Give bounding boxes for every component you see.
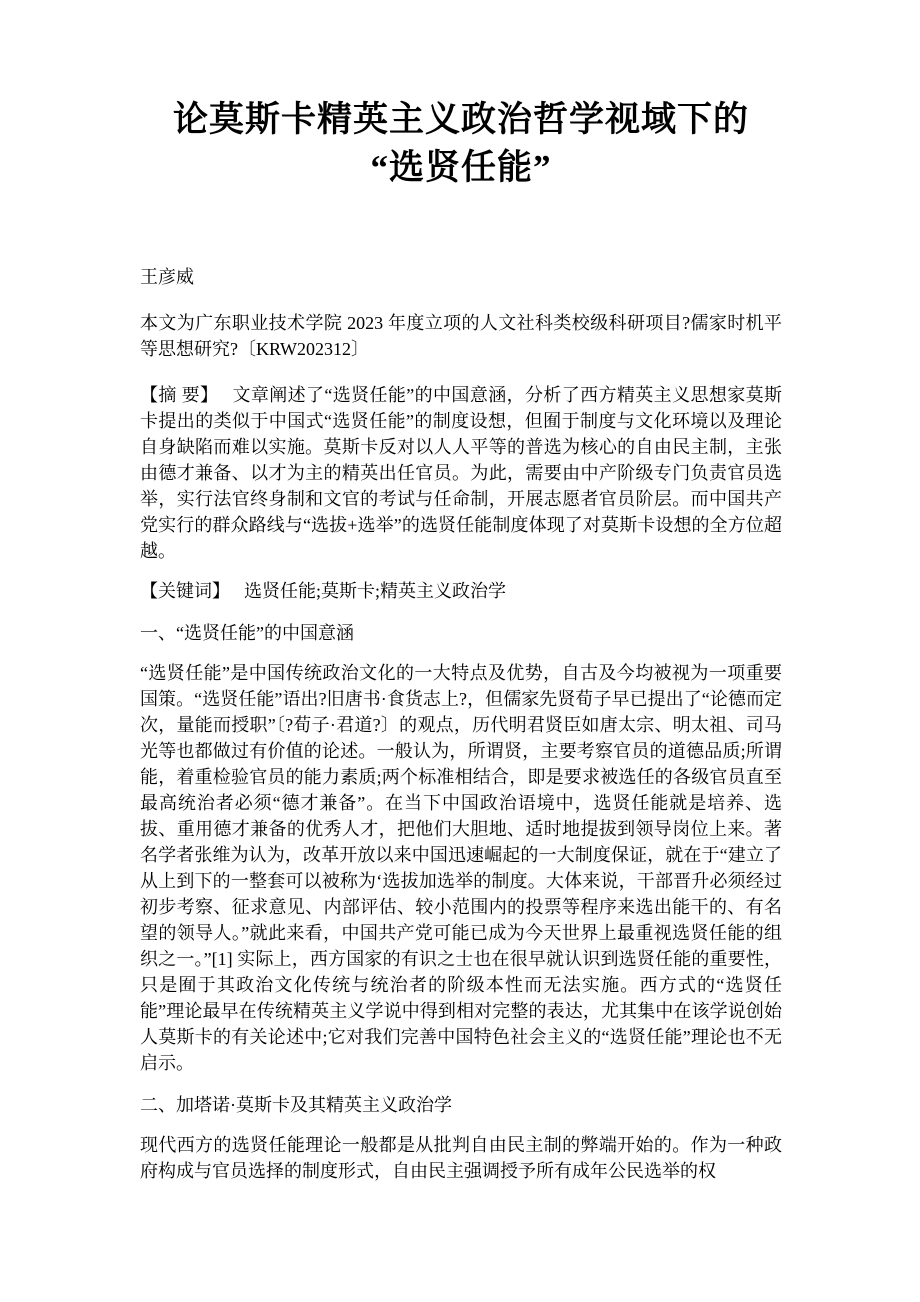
keywords-text: 选贤任能;莫斯卡;精英主义政治学	[244, 581, 507, 601]
keywords-line	[140, 578, 782, 604]
abstract-paragraph	[140, 382, 782, 564]
section-1	[140, 620, 782, 1076]
abstract-text: 文章阐述了“选贤任能”的中国意涵，分析了西方精英主义思想家莫斯卡提出的类似于中国式“选贤任能”的制度设想，但囿于制度与文化环境以及理论自身缺陷而难以实施。莫斯卡反对以人人平等的普选为核心的自由民主制，主张由德才兼备、以才为主的精英出任官员。为此，需要由中产阶级专门负责官员选举，实行法官终身制和文官的考试与任命制，开展志愿者官员阶层。而中国共产党实行的群众路线与“选拔+选举”的选贤任能制度体现了对莫斯卡设想的全方位超越。	[140, 385, 782, 561]
abstract-label: 【摘 要】	[140, 385, 219, 405]
funding-note: 本文为广东职业技术学院 2023 年度立项的人文社科类校级科研项目?儒家时机平等思想研究?〔KRW202312〕	[140, 313, 782, 359]
title-line-2: “选贤任能”	[370, 148, 552, 187]
section-1-heading: 一、“选贤任能”的中国意涵	[140, 623, 354, 643]
title-line-1: 论莫斯卡精英主义政治哲学视域下的	[172, 100, 749, 139]
section-2-heading: 二、加塔诺·莫斯卡及其精英主义政治学	[140, 1095, 452, 1115]
page-title	[140, 96, 782, 192]
section-2-paragraph: 现代西方的选贤任能理论一般都是从批判自由民主制的弊端开始的。作为一种政府构成与官员选择的制度形式，自由民主强调授予所有成年公民选举的权	[140, 1135, 782, 1181]
author-name: 王彦威	[140, 267, 194, 287]
section-2	[140, 1092, 782, 1184]
keywords-label: 【关键词】	[140, 581, 230, 601]
section-1-paragraph: “选贤任能”是中国传统政治文化的一大特点及优势，自古及今均被视为一项重要国策。“选贤任能”语出?旧唐书·食货志上?，但儒家先贤荀子早已提出了“论德而定次，量能而授职”〔?荀子·君道?〕的观点，历代明君贤臣如唐太宗、明太祖、司马光等也都做过有价值的论述。一般认为，所谓贤，主要考察官员的道德品质;所谓能，着重检验官员的能力素质;两个标准相结合，即是要求被选任的各级官员直至最高统治者必须“德才兼备”。在当下中国政治语境中，选贤任能就是培养、选拔、重用德才兼备的优秀人才，把他们大胆地、适时地提拔到领导岗位上来。著名学者张维为认为，改革开放以来中国迅速崛起的一大制度保证，就在于“建立了从上到下的一整套可以被称为‘选拔加选举的制度。大体来说，干部晋升必须经过初步考察、征求意见、内部评估、较小范围内的投票等程序来选出能干的、有名望的领导人。”就此来看，中国共产党可能已成为今天世界上最重视选贤任能的组织之一。”[1] 实际上，西方国家的有识之士也在很早就认识到选贤任能的重要性，只是囿于其政治文化传统与统治者的阶级本性而无法实施。西方式的“选贤任能”理论最早在传统精英主义学说中得到相对完整的表达，尤其集中在该学说创始人莫斯卡的有关论述中;它对我们完善中国特色社会主义的“选贤任能”理论也不无启示。	[140, 663, 782, 1073]
